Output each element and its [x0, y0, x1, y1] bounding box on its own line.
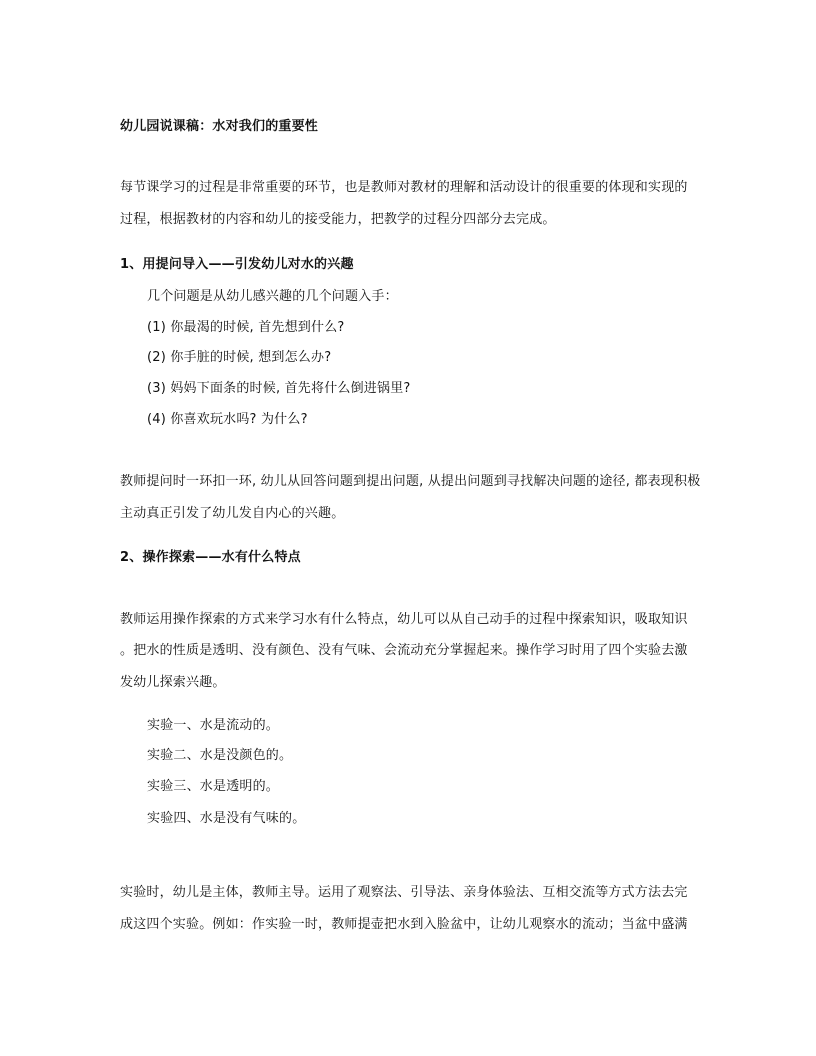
- intro-line-2: 过程，根据教材的内容和幼儿的接受能力，把教学的过程分四部分去完成。: [120, 212, 556, 227]
- question-item-1: (1) 你最渴的时候, 首先想到什么?: [147, 320, 345, 335]
- experiment-item-1: 实验一、水是流动的。: [147, 718, 280, 733]
- section2-closing-line-2: 成这四个实验。例如：作实验一时，教师提壶把水到入脸盆中，让幼儿观察水的流动；当盆中盛满: [120, 917, 688, 932]
- experiment-item-2: 实验二、水是没颜色的。: [147, 748, 293, 763]
- section1-lead: 几个问题是从幼儿感兴趣的几个问题入手：: [147, 289, 398, 304]
- section2-para-line-2: 。把水的性质是透明、没有颜色、没有气味、会流动充分掌握起来。操作学习时用了四个实验去激: [120, 643, 688, 658]
- question-item-3: (3) 妈妈下面条的时候, 首先将什么倒进锅里?: [147, 381, 411, 396]
- question-item-2: (2) 你手脏的时候, 想到怎么办?: [147, 350, 332, 365]
- section2-heading: 2、操作探索——水有什么特点: [120, 550, 301, 565]
- section1-summary-line-2: 主动真正引发了幼儿发自内心的兴趣。: [120, 506, 345, 521]
- section1-summary-line-1: 教师提问时一环扣一环, 幼儿从回答问题到提出问题, 从提出问题到寻找解决问题的途径, 都表现积极: [120, 474, 701, 489]
- section2-closing-line-1: 实验时，幼儿是主体，教师主导。运用了观察法、引导法、亲身体验法、互相交流等方式方法去完: [120, 885, 688, 900]
- page-title: 幼儿园说课稿：水对我们的重要性: [120, 119, 319, 134]
- section1-heading: 1、用提问导入——引发幼儿对水的兴趣: [120, 257, 354, 272]
- experiment-item-4: 实验四、水是没有气味的。: [147, 811, 306, 826]
- question-item-4: (4) 你喜欢玩水吗? 为什么?: [147, 412, 308, 427]
- section2-para-line-1: 教师运用操作探索的方式来学习水有什么特点，幼儿可以从自己动手的过程中探索知识，吸取知识: [120, 612, 688, 627]
- section2-para-line-3: 发幼儿探索兴趣。: [120, 675, 226, 690]
- intro-line-1: 每节课学习的过程是非常重要的环节，也是教师对教材的理解和活动设计的很重要的体现和实现的: [120, 180, 688, 195]
- experiment-item-3: 实验三、水是透明的。: [147, 779, 280, 794]
